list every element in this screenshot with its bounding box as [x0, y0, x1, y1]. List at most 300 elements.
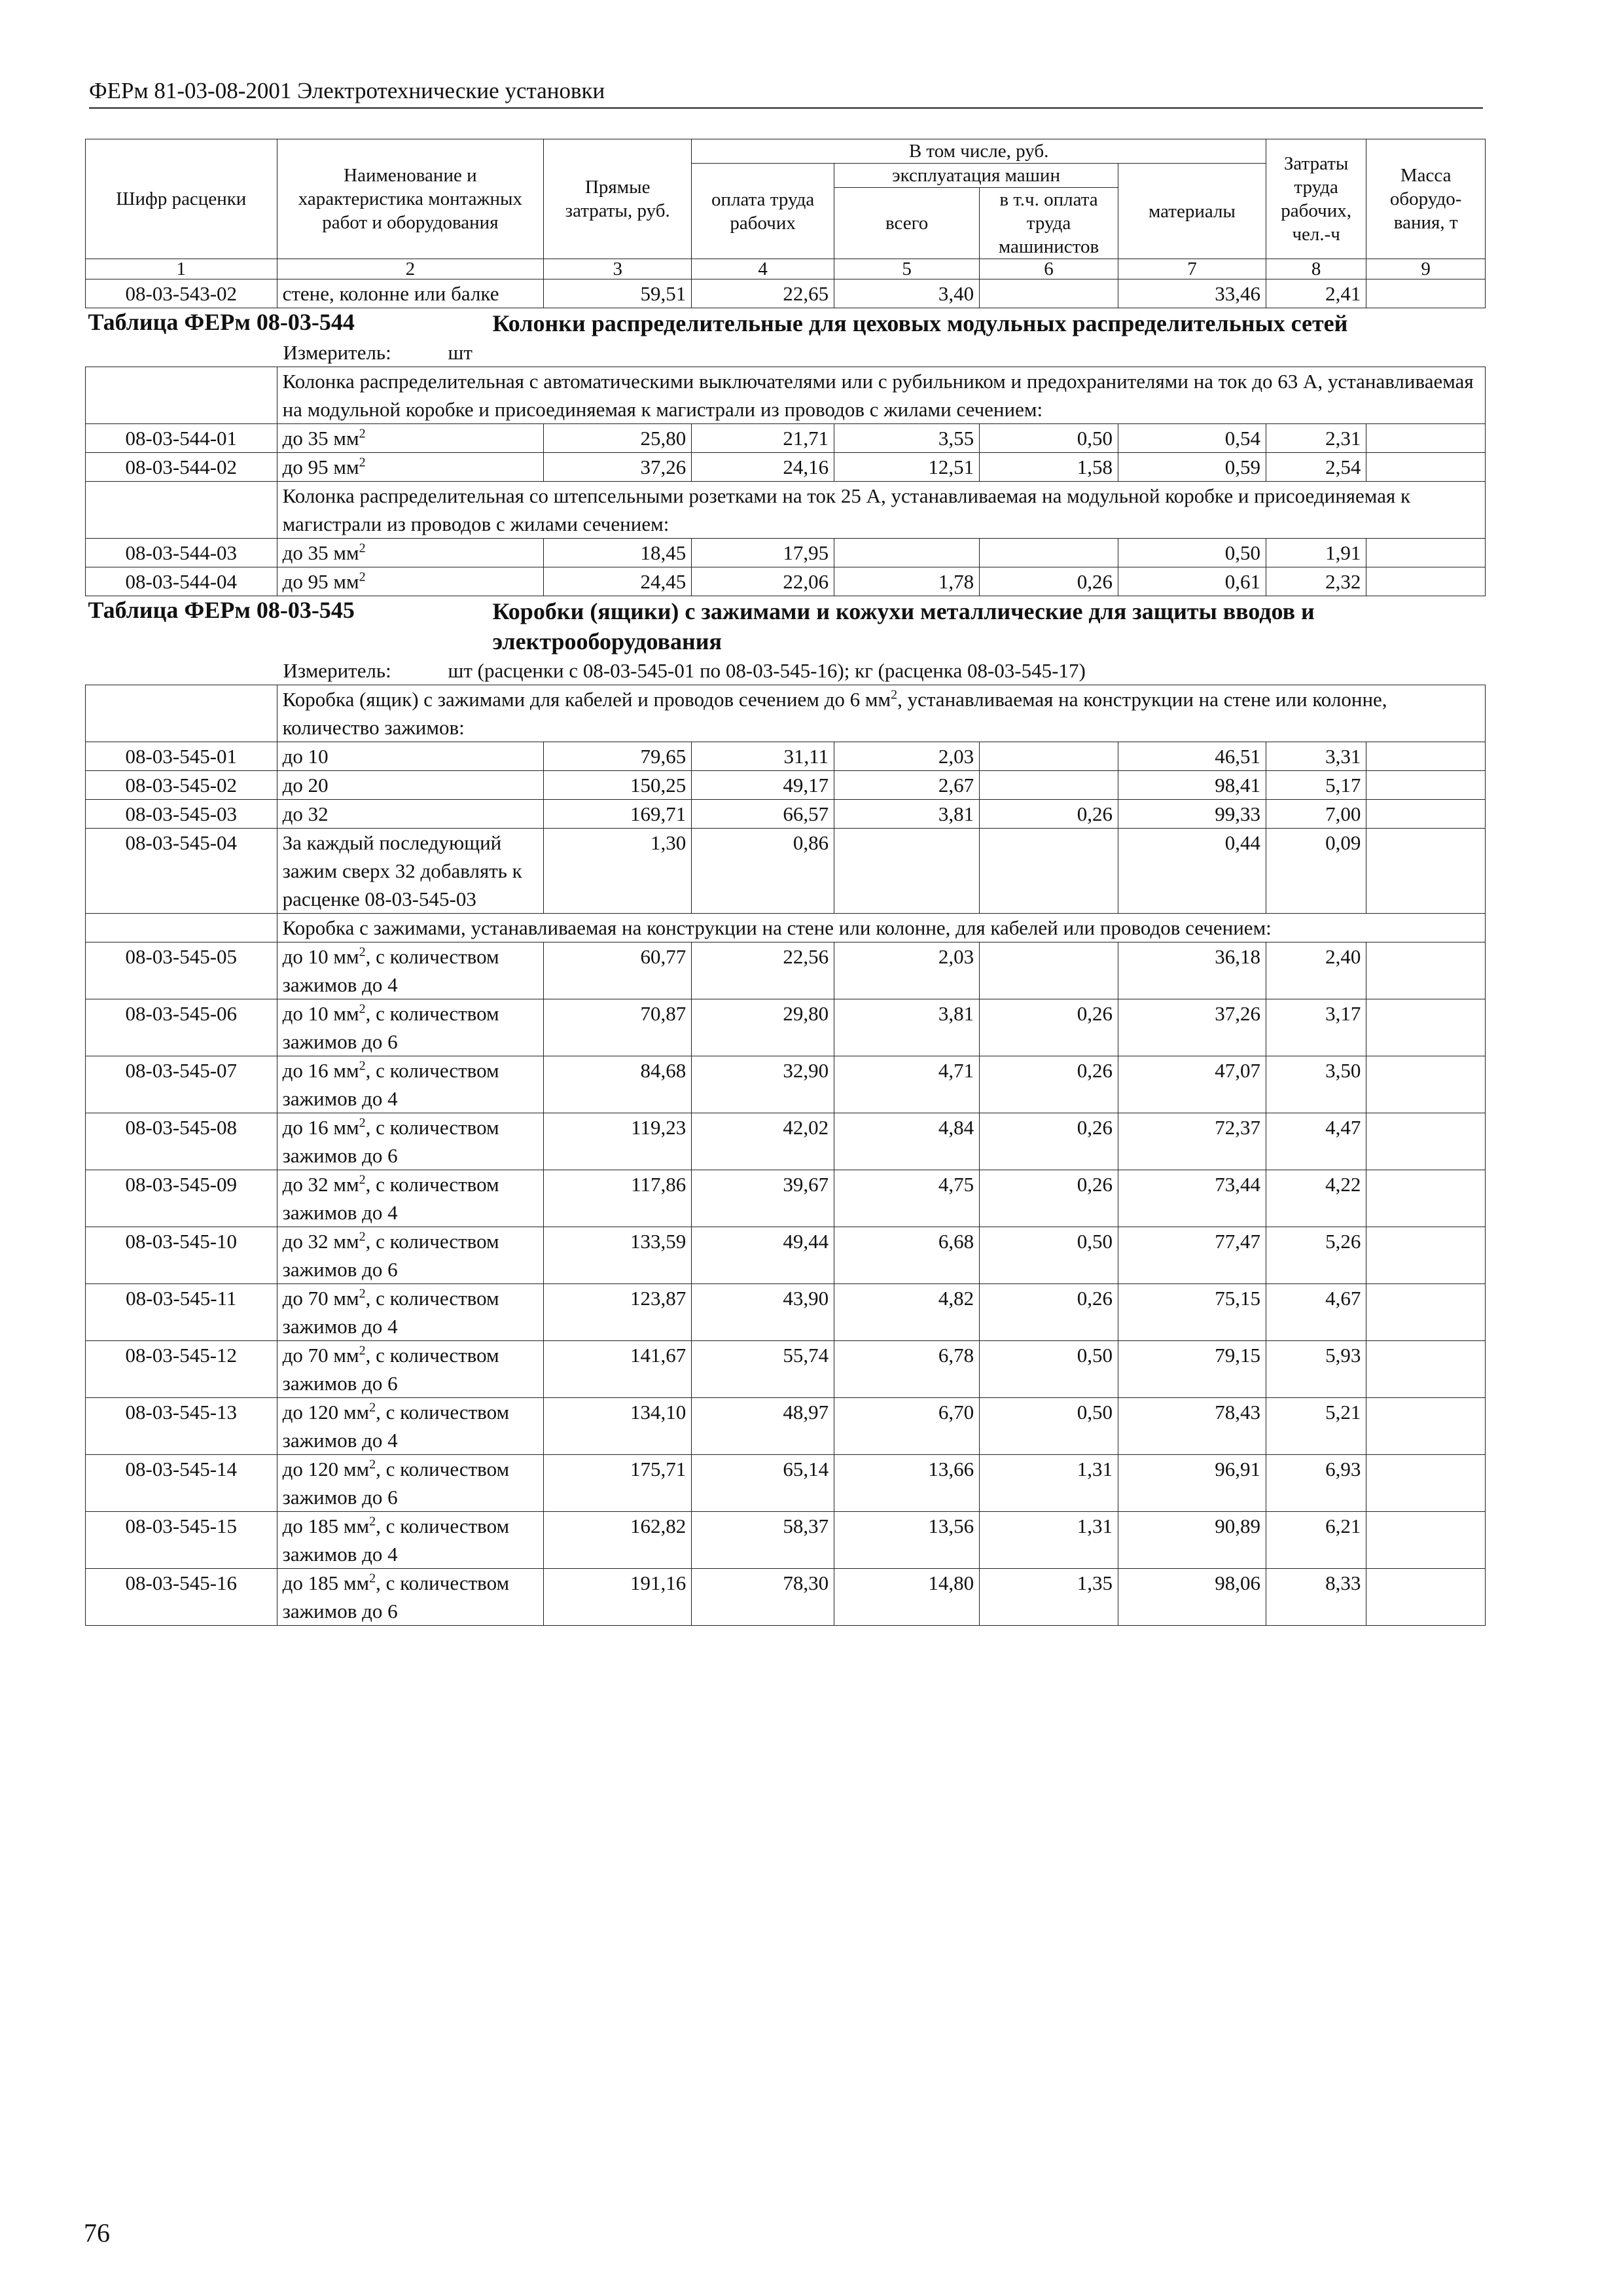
equipment-mass [1366, 279, 1486, 308]
work-name [277, 1170, 544, 1227]
work-name-size: до 16 мм [282, 1059, 359, 1082]
col-header-labor-hours: Затраты труда рабочих, чел.-ч [1266, 139, 1366, 259]
machines-total: 4,71 [834, 1056, 980, 1113]
work-name [277, 1341, 544, 1398]
table-title-row [86, 308, 1486, 367]
labor-hours: 0,09 [1266, 829, 1366, 914]
col-header-labor-pay: оплата труда рабочих [692, 164, 834, 259]
work-name-size: до 120 мм [282, 1458, 370, 1480]
column-numbers-row [86, 259, 1486, 279]
rate-code: 08-03-545-13 [86, 1398, 277, 1455]
col-number: 4 [692, 259, 834, 279]
table-row [86, 567, 1486, 596]
machinists-pay [980, 539, 1118, 567]
materials-cost: 99,33 [1118, 800, 1266, 829]
labor-pay: 49,44 [692, 1227, 834, 1284]
machines-total: 13,66 [834, 1455, 980, 1512]
equipment-mass [1366, 1341, 1486, 1398]
rate-code: 08-03-545-05 [86, 942, 277, 999]
rows-group [86, 539, 1486, 596]
unit-exponent: 2 [359, 541, 366, 556]
labor-hours: 6,21 [1266, 1512, 1366, 1569]
rate-code: 08-03-545-03 [86, 800, 277, 829]
rows-group [86, 742, 1486, 914]
machinists-pay: 0,26 [980, 1170, 1118, 1227]
machinists-pay: 0,26 [980, 567, 1118, 596]
direct-cost: 25,80 [544, 424, 692, 453]
running-header: ФЕРм 81-03-08-2001 Электротехнические установки [89, 77, 1483, 109]
materials-cost: 72,37 [1118, 1113, 1266, 1170]
work-name-size: до 185 мм [282, 1515, 370, 1537]
labor-hours: 2,31 [1266, 424, 1366, 453]
materials-cost: 75,15 [1118, 1284, 1266, 1341]
work-name-size: до 70 мм [282, 1287, 359, 1310]
machines-total: 2,03 [834, 942, 980, 999]
unit-exponent: 2 [359, 1058, 366, 1073]
labor-hours: 4,67 [1266, 1284, 1366, 1341]
rate-code: 08-03-545-10 [86, 1227, 277, 1284]
table-row [86, 1056, 1486, 1113]
col-header-machinists-pay: в т.ч. оплата труда машинистов [980, 188, 1118, 259]
work-name [277, 453, 544, 482]
work-name-size: до 120 мм [282, 1401, 370, 1424]
unit-exponent: 2 [359, 1172, 366, 1187]
rate-code: 08-03-545-06 [86, 999, 277, 1056]
machinists-pay: 0,50 [980, 1341, 1118, 1398]
table-body-3 [86, 596, 1486, 742]
direct-cost: 123,87 [544, 1284, 692, 1341]
machinists-pay [980, 942, 1118, 999]
materials-cost: 0,54 [1118, 424, 1266, 453]
labor-pay: 22,06 [692, 567, 834, 596]
rate-code: 08-03-545-11 [86, 1284, 277, 1341]
unit-exponent: 2 [359, 1229, 366, 1244]
work-name [277, 999, 544, 1056]
labor-pay: 48,97 [692, 1398, 834, 1455]
rate-code: 08-03-545-04 [86, 829, 277, 914]
table-row [86, 1227, 1486, 1284]
machines-total: 14,80 [834, 1569, 980, 1626]
labor-hours: 4,47 [1266, 1113, 1366, 1170]
direct-cost: 119,23 [544, 1113, 692, 1170]
work-name: до 20 [277, 771, 544, 800]
unit-exponent: 2 [359, 1115, 366, 1130]
materials-cost: 78,43 [1118, 1398, 1266, 1455]
table-row [86, 1341, 1486, 1398]
work-name-size: до 16 мм [282, 1116, 359, 1139]
group-note-row [86, 685, 1486, 742]
table-body-2 [86, 482, 1486, 539]
table-row [86, 539, 1486, 567]
unit-exponent: 2 [359, 426, 366, 441]
rate-code: 08-03-545-01 [86, 742, 277, 771]
labor-pay: 49,17 [692, 771, 834, 800]
equipment-mass [1366, 1512, 1486, 1569]
work-name [277, 1227, 544, 1284]
measure-line [88, 656, 1480, 685]
work-name-text: , с количеством зажимов до 6 [282, 1002, 499, 1053]
labor-hours: 1,91 [1266, 539, 1366, 567]
work-name [277, 1569, 544, 1626]
labor-hours: 3,17 [1266, 999, 1366, 1056]
machinists-pay: 0,26 [980, 1113, 1118, 1170]
machines-total: 6,70 [834, 1398, 980, 1455]
col-header-machines: эксплуатация машин [834, 164, 1118, 188]
labor-hours: 4,22 [1266, 1170, 1366, 1227]
machinists-pay: 0,50 [980, 1227, 1118, 1284]
work-name-text: до 95 мм [282, 456, 359, 478]
equipment-mass [1366, 1170, 1486, 1227]
col-number: 1 [86, 259, 277, 279]
measure-line [88, 338, 1480, 367]
work-name-text: , с количеством зажимов до 6 [282, 1458, 510, 1509]
direct-cost: 141,67 [544, 1341, 692, 1398]
machinists-pay [980, 771, 1118, 800]
unit-exponent: 2 [359, 1286, 366, 1301]
rate-code: 08-03-544-02 [86, 453, 277, 482]
work-name-text: , с количеством зажимов до 4 [282, 1287, 499, 1338]
work-name-text: , с количеством зажимов до 4 [282, 1401, 510, 1452]
table-row [86, 771, 1486, 800]
col-header-direct: Прямые затраты, руб. [544, 139, 692, 259]
work-name [277, 1113, 544, 1170]
machinists-pay: 1,31 [980, 1512, 1118, 1569]
group-note-row [86, 367, 1486, 424]
labor-pay: 22,56 [692, 942, 834, 999]
work-name [277, 1455, 544, 1512]
unit-exponent: 2 [359, 569, 366, 584]
table-title: Коробки (ящики) с зажимами и кожухи металлические для защиты вводов и электрооборудования [492, 598, 1315, 655]
direct-cost: 70,87 [544, 999, 692, 1056]
col-header-machines-total: всего [834, 188, 980, 259]
materials-cost: 77,47 [1118, 1227, 1266, 1284]
materials-cost: 46,51 [1118, 742, 1266, 771]
equipment-mass [1366, 1056, 1486, 1113]
rate-code: 08-03-545-02 [86, 771, 277, 800]
labor-hours: 3,50 [1266, 1056, 1366, 1113]
materials-cost: 98,41 [1118, 771, 1266, 800]
rate-code: 08-03-545-15 [86, 1512, 277, 1569]
materials-cost: 96,91 [1118, 1455, 1266, 1512]
machinists-pay [980, 829, 1118, 914]
materials-cost: 0,61 [1118, 567, 1266, 596]
direct-cost: 169,71 [544, 800, 692, 829]
work-name-text: , с количеством зажимов до 4 [282, 1515, 510, 1566]
col-header-including: В том числе, руб. [692, 139, 1266, 164]
work-name: до 10 [277, 742, 544, 771]
machinists-pay: 0,26 [980, 1056, 1118, 1113]
rates-table [85, 139, 1486, 1626]
unit-exponent: 2 [359, 944, 366, 960]
labor-pay: 31,11 [692, 742, 834, 771]
unit-exponent: 2 [359, 455, 366, 470]
direct-cost: 24,45 [544, 567, 692, 596]
machinists-pay: 0,50 [980, 424, 1118, 453]
direct-cost: 162,82 [544, 1512, 692, 1569]
labor-pay: 43,90 [692, 1284, 834, 1341]
unit-exponent: 2 [369, 1514, 376, 1529]
machinists-pay: 1,58 [980, 453, 1118, 482]
direct-cost: 150,25 [544, 771, 692, 800]
work-name-size: до 10 мм [282, 945, 359, 968]
labor-hours: 5,17 [1266, 771, 1366, 800]
group-note-row [86, 482, 1486, 539]
labor-hours: 2,40 [1266, 942, 1366, 999]
equipment-mass [1366, 567, 1486, 596]
group-note-text: , устанавливаемая на конструкции на стене или колонне, количество зажимов: [282, 688, 1387, 739]
col-number: 7 [1118, 259, 1266, 279]
labor-pay: 55,74 [692, 1341, 834, 1398]
machinists-pay: 1,31 [980, 1455, 1118, 1512]
machines-total: 13,56 [834, 1512, 980, 1569]
work-name-text: , с количеством зажимов до 4 [282, 1059, 499, 1110]
table-head [86, 139, 1486, 279]
col-header-name: Наименование и характеристика монтажных работ и оборудования [277, 139, 544, 259]
direct-cost: 133,59 [544, 1227, 692, 1284]
work-name [277, 1056, 544, 1113]
table-row [86, 1170, 1486, 1227]
work-name [277, 1398, 544, 1455]
equipment-mass [1366, 999, 1486, 1056]
table-row [86, 1569, 1486, 1626]
work-name-size: до 32 мм [282, 1173, 359, 1196]
unit-exponent: 2 [369, 1571, 376, 1586]
direct-cost: 175,71 [544, 1455, 692, 1512]
work-name-size: до 185 мм [282, 1571, 370, 1594]
table-title-row [86, 596, 1486, 685]
equipment-mass [1366, 1113, 1486, 1170]
table-row [86, 279, 1486, 308]
machines-total: 4,84 [834, 1113, 980, 1170]
equipment-mass [1366, 942, 1486, 999]
work-name-text: , с количеством зажимов до 6 [282, 1116, 499, 1167]
machines-total: 4,75 [834, 1170, 980, 1227]
group-note-row [86, 914, 1486, 942]
direct-cost: 1,30 [544, 829, 692, 914]
measure-value: шт [448, 341, 473, 364]
table-row [86, 829, 1486, 914]
machines-total [834, 539, 980, 567]
table-row [86, 1113, 1486, 1170]
group-note: Колонка распределительная с автоматическими выключателями или с рубильником и предохранителями на ток до 63 А, устанавливаемая на модульной коробке и присоединяемая к магистрали из проводов с жилами сечением: [277, 367, 1485, 424]
machinists-pay: 0,26 [980, 999, 1118, 1056]
unit-exponent: 2 [891, 687, 898, 702]
work-name-text: , с количеством зажимов до 6 [282, 1571, 510, 1623]
labor-pay: 65,14 [692, 1455, 834, 1512]
group-note: Коробка с зажимами, устанавливаемая на конструкции на стене или колонне, для кабелей или проводов сечением: [277, 914, 1485, 942]
labor-pay: 42,02 [692, 1113, 834, 1170]
table-row [86, 800, 1486, 829]
work-name [277, 424, 544, 453]
work-name [277, 539, 544, 567]
unit-exponent: 2 [369, 1400, 376, 1415]
materials-cost: 0,59 [1118, 453, 1266, 482]
machinists-pay [980, 742, 1118, 771]
rate-code: 08-03-544-01 [86, 424, 277, 453]
materials-cost: 0,50 [1118, 539, 1266, 567]
page-number: 76 [84, 2218, 110, 2248]
table-row [86, 1284, 1486, 1341]
col-number: 8 [1266, 259, 1366, 279]
direct-cost: 134,10 [544, 1398, 692, 1455]
materials-cost: 0,44 [1118, 829, 1266, 914]
rate-code: 08-03-545-16 [86, 1569, 277, 1626]
work-name [277, 1284, 544, 1341]
table-row [86, 742, 1486, 771]
materials-cost: 73,44 [1118, 1170, 1266, 1227]
labor-hours: 5,93 [1266, 1341, 1366, 1398]
unit-exponent: 2 [359, 1001, 366, 1016]
machines-total: 2,67 [834, 771, 980, 800]
equipment-mass [1366, 1284, 1486, 1341]
direct-cost: 84,68 [544, 1056, 692, 1113]
labor-hours: 5,21 [1266, 1398, 1366, 1455]
equipment-mass [1366, 453, 1486, 482]
machines-total: 6,78 [834, 1341, 980, 1398]
materials-cost: 79,15 [1118, 1341, 1266, 1398]
work-name-size: до 70 мм [282, 1344, 359, 1367]
machines-total: 2,03 [834, 742, 980, 771]
rate-code: 08-03-544-03 [86, 539, 277, 567]
machinists-pay: 0,26 [980, 1284, 1118, 1341]
direct-cost: 79,65 [544, 742, 692, 771]
work-name: стене, колонне или балке [277, 279, 544, 308]
equipment-mass [1366, 424, 1486, 453]
col-number: 2 [277, 259, 544, 279]
equipment-mass [1366, 1455, 1486, 1512]
group-note: Колонка распределительная со штепсельными розетками на ток 25 А, устанавливаемая на модульной коробке и присоединяемая к магистрали из проводов с жилами сечением: [277, 482, 1485, 539]
col-number: 9 [1366, 259, 1486, 279]
direct-cost: 117,86 [544, 1170, 692, 1227]
work-name [277, 942, 544, 999]
work-name-text: , с количеством зажимов до 6 [282, 1230, 499, 1281]
labor-hours: 2,32 [1266, 567, 1366, 596]
table-row [86, 424, 1486, 453]
rate-code: 08-03-545-09 [86, 1170, 277, 1227]
equipment-mass [1366, 771, 1486, 800]
rate-code: 08-03-543-02 [86, 279, 277, 308]
labor-pay: 17,95 [692, 539, 834, 567]
col-number: 3 [544, 259, 692, 279]
rate-code: 08-03-545-07 [86, 1056, 277, 1113]
machines-total: 6,68 [834, 1227, 980, 1284]
equipment-mass [1366, 1569, 1486, 1626]
table-row [86, 1512, 1486, 1569]
machinists-pay [980, 279, 1118, 308]
machinists-pay: 0,26 [980, 800, 1118, 829]
labor-hours: 7,00 [1266, 800, 1366, 829]
machinists-pay: 0,50 [980, 1398, 1118, 1455]
labor-pay: 22,65 [692, 279, 834, 308]
rate-code: 08-03-545-12 [86, 1341, 277, 1398]
machinists-pay: 1,35 [980, 1569, 1118, 1626]
equipment-mass [1366, 829, 1486, 914]
equipment-mass [1366, 539, 1486, 567]
table-title: Колонки распределительные для цеховых модульных распределительных сетей [492, 310, 1348, 336]
measure-label: Измеритель: [283, 659, 391, 682]
table-body [86, 279, 1486, 424]
table-row [86, 1455, 1486, 1512]
rate-code: 08-03-544-04 [86, 567, 277, 596]
machines-total: 1,78 [834, 567, 980, 596]
labor-pay: 24,16 [692, 453, 834, 482]
rows-group [86, 942, 1486, 1626]
col-number: 5 [834, 259, 980, 279]
work-name [277, 567, 544, 596]
machines-total: 3,40 [834, 279, 980, 308]
work-name [277, 1512, 544, 1569]
labor-pay: 58,37 [692, 1512, 834, 1569]
work-name-text: до 95 мм [282, 570, 359, 593]
work-name-text: , с количеством зажимов до 4 [282, 1173, 499, 1224]
work-name: За каждый последующий зажим сверх 32 добавлять к расценке 08-03-545-03 [277, 829, 544, 914]
labor-hours: 5,26 [1266, 1227, 1366, 1284]
labor-hours: 6,93 [1266, 1455, 1366, 1512]
labor-hours: 2,41 [1266, 279, 1366, 308]
labor-hours: 2,54 [1266, 453, 1366, 482]
direct-cost: 60,77 [544, 942, 692, 999]
rate-code: 08-03-545-14 [86, 1455, 277, 1512]
materials-cost: 37,26 [1118, 999, 1266, 1056]
equipment-mass [1366, 1398, 1486, 1455]
machines-total: 3,55 [834, 424, 980, 453]
work-name-text: до 35 мм [282, 541, 359, 564]
table-body-4 [86, 914, 1486, 942]
unit-exponent: 2 [359, 1343, 366, 1358]
measure-label: Измеритель: [283, 341, 391, 364]
labor-pay: 78,30 [692, 1569, 834, 1626]
labor-pay: 39,67 [692, 1170, 834, 1227]
col-header-code: Шифр расценки [86, 139, 277, 259]
work-name-size: до 10 мм [282, 1002, 359, 1025]
col-header-materials: материалы [1118, 164, 1266, 259]
work-name-size: до 32 мм [282, 1230, 359, 1253]
machines-total [834, 829, 980, 914]
unit-exponent: 2 [369, 1457, 376, 1472]
equipment-mass [1366, 742, 1486, 771]
machines-total: 12,51 [834, 453, 980, 482]
equipment-mass [1366, 800, 1486, 829]
labor-pay: 0,86 [692, 829, 834, 914]
equipment-mass [1366, 1227, 1486, 1284]
table-label: Таблица ФЕРм 08-03-544 [88, 309, 355, 335]
work-name-text: , с количеством зажимов до 4 [282, 945, 499, 996]
materials-cost: 90,89 [1118, 1512, 1266, 1569]
work-name: до 32 [277, 800, 544, 829]
materials-cost: 33,46 [1118, 279, 1266, 308]
work-name-text: до 35 мм [282, 427, 359, 450]
col-number: 6 [980, 259, 1118, 279]
direct-cost: 191,16 [544, 1569, 692, 1626]
rows-group [86, 424, 1486, 482]
labor-pay: 66,57 [692, 800, 834, 829]
materials-cost: 47,07 [1118, 1056, 1266, 1113]
labor-pay: 29,80 [692, 999, 834, 1056]
direct-cost: 59,51 [544, 279, 692, 308]
table-row [86, 1398, 1486, 1455]
measure-value: шт (расценки с 08-03-545-01 по 08-03-545-16); кг (расценка 08-03-545-17) [448, 659, 1086, 682]
table-row [86, 942, 1486, 999]
machines-total: 3,81 [834, 999, 980, 1056]
group-note-text: Коробка (ящик) с зажимами для кабелей и проводов сечением до 6 мм [282, 688, 891, 711]
materials-cost: 36,18 [1118, 942, 1266, 999]
labor-hours: 3,31 [1266, 742, 1366, 771]
rate-code: 08-03-545-08 [86, 1113, 277, 1170]
labor-pay: 21,71 [692, 424, 834, 453]
direct-cost: 37,26 [544, 453, 692, 482]
materials-cost: 98,06 [1118, 1569, 1266, 1626]
table-row [86, 999, 1486, 1056]
